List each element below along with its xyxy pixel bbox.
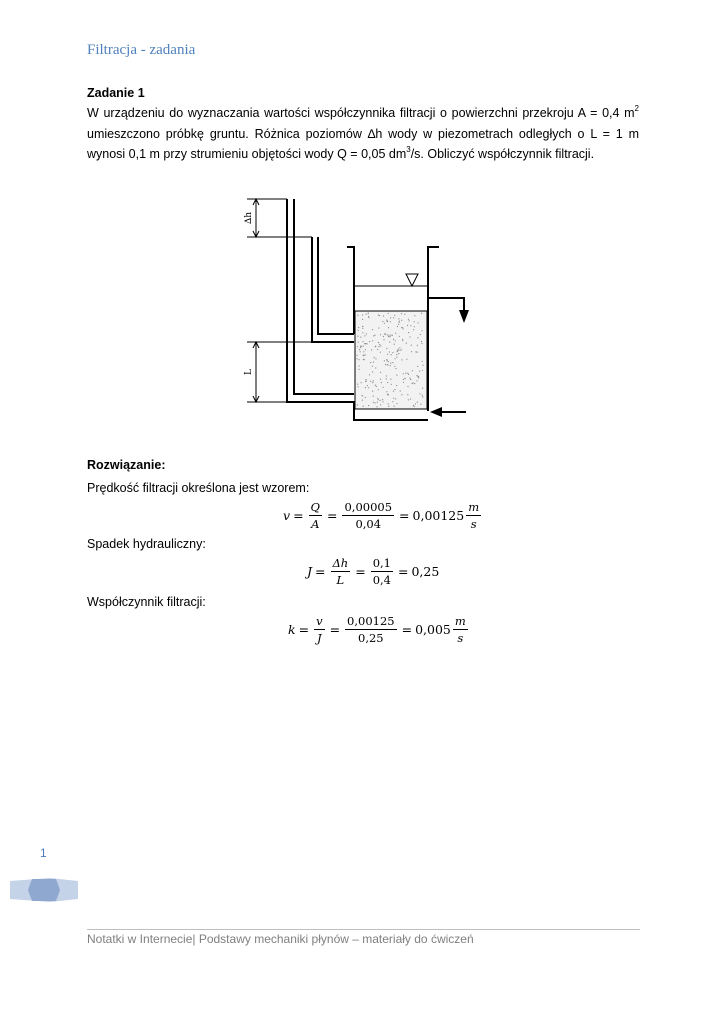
coefficient-fraction-numeric bbox=[345, 614, 397, 645]
footer-text: Notatki w Internecie| Podstawy mechaniki płynów – materiały do ćwiczeń bbox=[87, 932, 474, 946]
coefficient-result: 0,005 bbox=[415, 622, 451, 637]
water-level-icon bbox=[406, 274, 418, 286]
task-superscript-area: 2 bbox=[634, 104, 639, 113]
velocity-fraction-symbolic bbox=[309, 500, 322, 531]
task-superscript-volume: 3 bbox=[406, 145, 411, 154]
velocity-num-numeric: 0,00005 bbox=[344, 500, 393, 514]
coefficient-num-numeric: 0,00125 bbox=[347, 614, 395, 628]
velocity-label: Prędkość filtracji określona jest wzorem: bbox=[87, 481, 310, 495]
outflow-arrow-icon bbox=[459, 310, 469, 323]
gradient-fraction-symbolic bbox=[331, 556, 351, 587]
page-number: 1 bbox=[40, 846, 47, 860]
velocity-num-symbolic: Q bbox=[310, 500, 320, 514]
coefficient-unit-den: s bbox=[457, 631, 464, 645]
gradient-equation: J = $\frac{\Delta h}{L}$ = $\frac{0,1}{0,4}$ = 0,25 bbox=[307, 556, 440, 587]
outlet-pipe bbox=[428, 298, 464, 312]
soil-sample bbox=[355, 311, 427, 409]
gradient-result: 0,25 bbox=[411, 564, 440, 579]
footer-divider bbox=[87, 929, 640, 930]
velocity-equation: v = $\frac{Q}{A}$ = $\frac{0,00005}{0,04}$ = 0,00125 $\frac{m}{s}$ bbox=[283, 500, 480, 531]
velocity-fraction-numeric bbox=[342, 500, 394, 531]
velocity-lhs: v bbox=[283, 508, 291, 523]
inflow-arrow-icon bbox=[430, 407, 442, 417]
coefficient-num-symbolic: v bbox=[316, 614, 323, 628]
task-text-part-2: umieszczono próbkę gruntu. Różnica poziomów ∆h wody w piezometrach odległych o L = 1 m wynosi 0,1 m przy strumieniu objętości wody Q = 0,05 dm bbox=[87, 126, 639, 161]
coefficient-fraction-symbolic bbox=[314, 614, 325, 645]
coefficient-den-symbolic: J bbox=[317, 631, 322, 645]
velocity-den-numeric: 0,04 bbox=[355, 517, 382, 531]
coefficient-den-numeric: 0,25 bbox=[358, 631, 384, 645]
filtration-apparatus-diagram bbox=[230, 190, 480, 430]
label-dh: ∆h bbox=[244, 211, 254, 225]
coefficient-label: Współczynnik filtracji: bbox=[87, 595, 206, 609]
velocity-unit-num: m bbox=[468, 500, 480, 514]
coefficient-unit-num: m bbox=[454, 614, 466, 628]
solution-title: Rozwiązanie: bbox=[87, 458, 166, 472]
coefficient-equation: k = $\frac{v}{J}$ = $\frac{0,00125}{0,25}$ = 0,005 $\frac{m}{s}$ bbox=[288, 614, 466, 645]
gradient-den-numeric: 0,4 bbox=[372, 573, 391, 587]
task-text-part-3: /s. Obliczyć współczynnik filtracji. bbox=[410, 147, 595, 161]
gradient-den-symbolic: L bbox=[336, 573, 345, 587]
page-header: Filtracja - zadania bbox=[87, 42, 196, 58]
task-text-part-1: W urządzeniu do wyznaczania wartości współczynnika filtracji o powierzchni przekroju A = 0,4 m bbox=[87, 106, 635, 120]
velocity-result: 0,00125 bbox=[412, 508, 465, 523]
task-title: Zadanie 1 bbox=[87, 86, 145, 100]
gradient-lhs: J bbox=[307, 564, 313, 579]
velocity-den-symbolic: A bbox=[311, 517, 320, 531]
dimension-dh bbox=[247, 199, 312, 237]
page-decoration-icon bbox=[10, 877, 78, 903]
gradient-num-symbolic: Δh bbox=[332, 556, 349, 570]
velocity-unit bbox=[466, 500, 481, 531]
label-L: L bbox=[244, 369, 254, 375]
gradient-label: Spadek hydrauliczny: bbox=[87, 537, 206, 551]
gradient-fraction-numeric bbox=[371, 556, 393, 587]
coefficient-unit bbox=[453, 614, 468, 645]
gradient-num-numeric: 0,1 bbox=[372, 556, 391, 570]
velocity-unit-den: s bbox=[470, 517, 477, 531]
task-description bbox=[87, 103, 639, 165]
coefficient-lhs: k bbox=[288, 622, 296, 637]
